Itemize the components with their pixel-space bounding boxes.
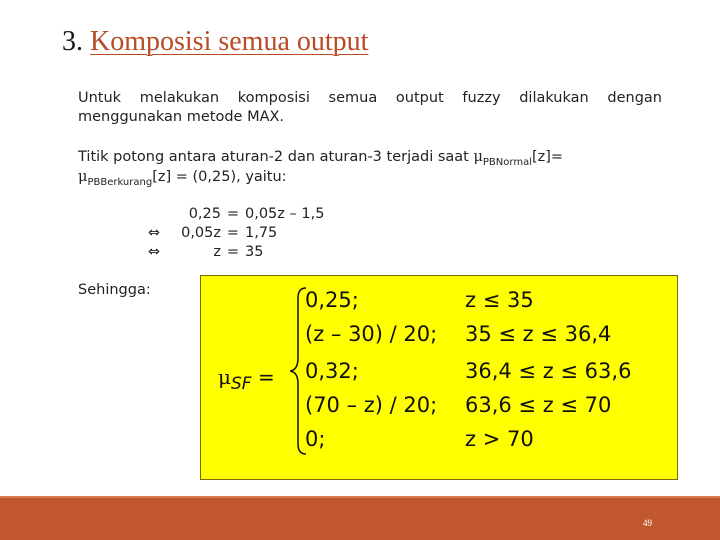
mu-symbol-2: μ xyxy=(78,169,88,185)
footer-bar xyxy=(0,498,720,540)
mu-sub-berkurang: PBBerkurang xyxy=(87,177,153,188)
eq-sign: = xyxy=(226,206,240,222)
p2-suffix: [z] = (0,25), yaitu: xyxy=(152,169,287,185)
case-value: (z – 30) / 20; xyxy=(305,322,438,346)
case-condition: 36,4 ≤ z ≤ 63,6 xyxy=(465,359,632,383)
case-value: (70 – z) / 20; xyxy=(305,393,438,417)
intro-paragraph: Untuk melakukan komposisi semua output fuzzy dilakukan dengan menggunakan metode MAX. xyxy=(78,90,662,125)
title-number: 3. xyxy=(62,26,83,57)
eq-rhs: 0,05z – 1,5 xyxy=(245,206,325,222)
case-condition: z ≤ 35 xyxy=(465,288,534,312)
equation-row xyxy=(137,205,324,224)
p2-prefix: Titik potong antara aturan-2 dan aturan-3 terjadi saat xyxy=(78,149,474,165)
mu-sf-symbol: μ xyxy=(218,365,231,389)
eq-rhs: 35 xyxy=(245,244,264,260)
case-value: 0,25; xyxy=(305,288,359,312)
mu-sf-equals: = xyxy=(257,365,275,389)
mu-sf-sub: SF xyxy=(231,374,252,394)
sehingga-label: Sehingga: xyxy=(78,282,151,298)
p2-mid: [z]= xyxy=(531,149,564,165)
eq-op: ⇔ xyxy=(147,244,161,260)
case-value: 0,32; xyxy=(305,359,359,383)
eq-lhs: 0,25 xyxy=(188,206,221,222)
case-value: 0; xyxy=(305,427,326,451)
case-condition: z > 70 xyxy=(465,427,534,451)
title-text: Komposisi semua output xyxy=(90,26,369,57)
eq-lhs: z xyxy=(213,244,221,260)
mu-symbol: μ xyxy=(473,149,483,165)
eq-op xyxy=(137,205,171,224)
intersection-paragraph xyxy=(78,148,662,188)
equation-row xyxy=(137,243,324,262)
eq-rhs: 1,75 xyxy=(245,225,278,241)
mu-sub-normal: PBNormal xyxy=(482,157,532,168)
eq-sign: = xyxy=(226,244,240,260)
slide-title xyxy=(62,26,368,58)
eq-sign: = xyxy=(226,225,240,241)
equation-block xyxy=(137,205,324,262)
equation-row xyxy=(137,224,324,243)
mu-sf-label xyxy=(218,365,275,394)
case-condition: 63,6 ≤ z ≤ 70 xyxy=(465,393,612,417)
eq-lhs: 0,05z xyxy=(181,225,221,241)
eq-op: ⇔ xyxy=(147,225,161,241)
page-number: 49 xyxy=(643,518,652,528)
case-condition: 35 ≤ z ≤ 36,4 xyxy=(465,322,612,346)
